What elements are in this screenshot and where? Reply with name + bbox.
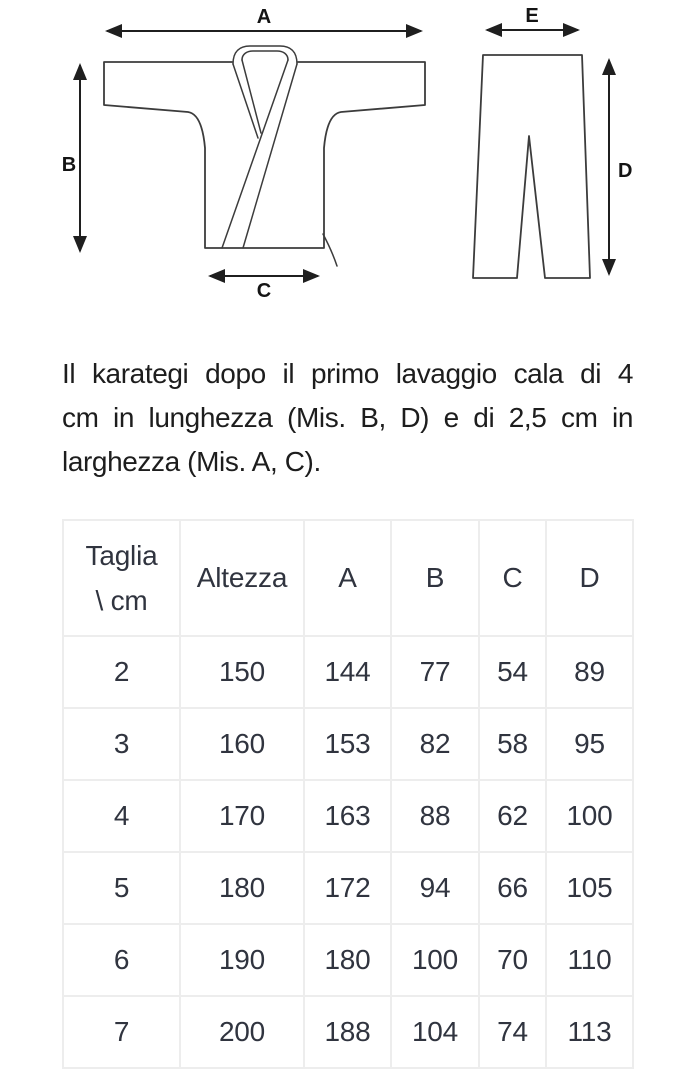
table-row — [63, 852, 633, 924]
measurement-diagram — [0, 0, 699, 312]
size-cell: 6 — [63, 924, 180, 996]
header-taglia-cm — [63, 520, 180, 636]
table-row — [63, 924, 633, 996]
size-cell: 163 — [304, 780, 391, 852]
pants-outline-icon — [473, 55, 590, 278]
size-cell: 2 — [63, 636, 180, 708]
label-b: B — [61, 154, 77, 176]
size-cell: 200 — [180, 996, 304, 1068]
size-cell: 70 — [479, 924, 546, 996]
size-cell: 188 — [304, 996, 391, 1068]
header-altezza: Altezza — [180, 520, 304, 636]
size-cell: 105 — [546, 852, 633, 924]
label-c: C — [256, 280, 272, 302]
size-cell: 180 — [304, 924, 391, 996]
note-line-3: larghezza (Mis. A, C). — [62, 446, 321, 477]
size-cell: 180 — [180, 852, 304, 924]
size-cell: 100 — [546, 780, 633, 852]
size-cell: 89 — [546, 636, 633, 708]
header-taglia-line1: Taglia — [85, 540, 158, 571]
jacket-outline-icon — [104, 62, 425, 248]
table-row — [63, 996, 633, 1068]
label-a: A — [256, 6, 272, 28]
table-row — [63, 708, 633, 780]
size-cell: 3 — [63, 708, 180, 780]
note-line-1: Il karategi dopo il primo lavaggio cala di 4 — [62, 358, 633, 389]
note-line-2: cm in lunghezza (Mis. B, D) e di 2,5 cm in — [62, 402, 633, 433]
jacket-collar-icon — [222, 46, 337, 266]
label-e: E — [525, 5, 539, 27]
size-cell: 190 — [180, 924, 304, 996]
size-cell: 160 — [180, 708, 304, 780]
size-cell: 95 — [546, 708, 633, 780]
size-cell: 113 — [546, 996, 633, 1068]
table-header-row — [63, 520, 633, 636]
size-cell: 172 — [304, 852, 391, 924]
table-row — [63, 636, 633, 708]
size-cell: 66 — [479, 852, 546, 924]
header-col-d: D — [546, 520, 633, 636]
size-cell: 5 — [63, 852, 180, 924]
size-cell: 110 — [546, 924, 633, 996]
header-col-b: B — [391, 520, 479, 636]
size-cell: 4 — [63, 780, 180, 852]
size-table — [62, 519, 634, 1069]
size-cell: 153 — [304, 708, 391, 780]
size-cell: 88 — [391, 780, 479, 852]
size-cell: 62 — [479, 780, 546, 852]
dimension-arrows — [80, 30, 609, 276]
size-cell: 58 — [479, 708, 546, 780]
shrinkage-note — [62, 352, 633, 484]
size-cell: 82 — [391, 708, 479, 780]
size-cell: 100 — [391, 924, 479, 996]
size-cell: 74 — [479, 996, 546, 1068]
size-cell: 77 — [391, 636, 479, 708]
size-cell: 7 — [63, 996, 180, 1068]
label-d: D — [618, 160, 633, 182]
header-col-c: C — [479, 520, 546, 636]
header-col-a: A — [304, 520, 391, 636]
size-cell: 170 — [180, 780, 304, 852]
size-cell: 144 — [304, 636, 391, 708]
size-cell: 94 — [391, 852, 479, 924]
size-cell: 150 — [180, 636, 304, 708]
header-taglia-line2: \ cm — [95, 585, 148, 616]
size-cell: 54 — [479, 636, 546, 708]
table-row — [63, 780, 633, 852]
size-cell: 104 — [391, 996, 479, 1068]
